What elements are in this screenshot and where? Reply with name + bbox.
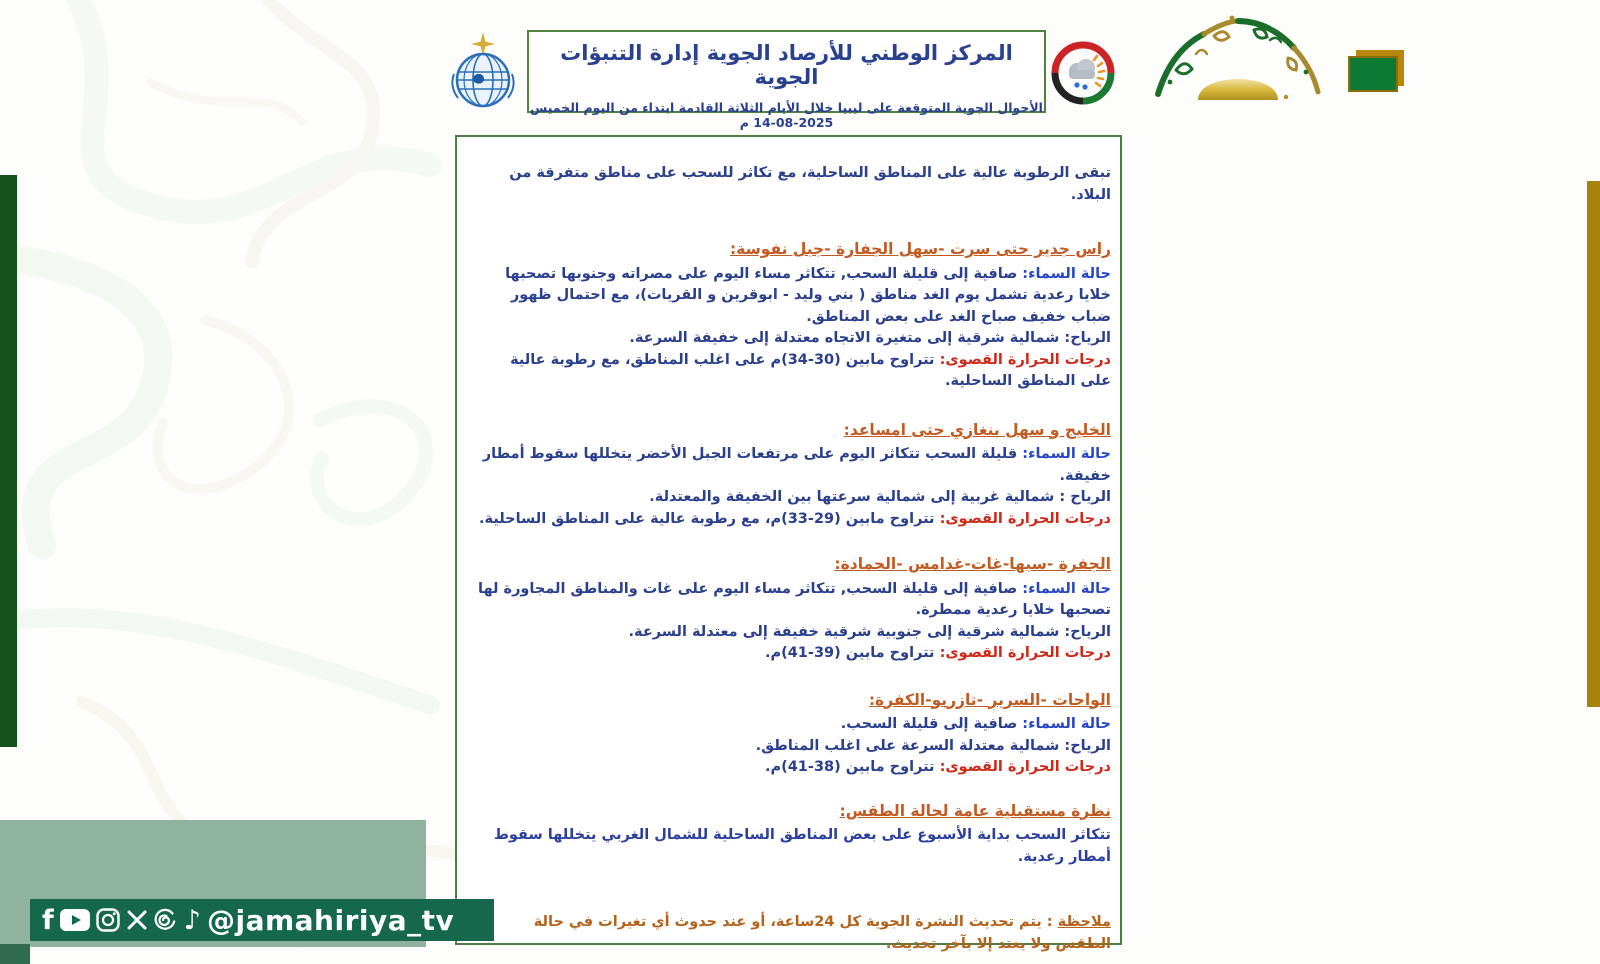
forecast-section-tripolitania [475,239,1111,393]
corner-accent [0,944,30,964]
sky-condition-line: حالة السماء: صافية إلى قليلة السحب, تتكاثر مساء اليوم على غات والمناطق المجاورة لها تصحبها خلايا رعدية ممطرة. [478,580,1111,618]
x-icon [126,909,148,931]
left-green-bar [0,175,17,747]
outlook-section [475,801,1111,869]
forecast-department-logo [1050,40,1116,106]
sky-label: حالة السماء: [1022,265,1111,282]
forecast-section-gulf-benghazi [475,420,1111,531]
green-flag-icon [1348,53,1406,95]
temperature-line: درجات الحرارة القصوى: تتراوح مابين (30-34)م على اغلب المناطق، مع رطوبة عالية على المناطق الساحلية. [510,351,1111,389]
sky-label: حالة السماء: [1022,580,1111,597]
temperature-label: درجات الحرارة القصوى: [939,351,1111,368]
sky-label: حالة السماء: [1022,446,1111,462]
update-note: ملاحظة : يتم تحديث النشرة الجوية كل 24ساعة، أو عند حدوث أي تغيرات في حالة الطقس ولا يعتد إلا بآخر تحديث. [533,914,1111,952]
instagram-icon [96,908,120,932]
wind-line: الرياح : شمالية غربية إلى شمالية سرعتها بين الخفيفة والمعتدلة. [649,489,1111,505]
note-label: ملاحظة [1057,914,1111,930]
outlook-text: تتكاثر السحب بداية الأسبوع على بعض المناطق الساحلية للشمال الغربي يتخللها سقوط أمطار رعدية. [493,827,1111,865]
sky-label: حالة السماء: [1022,716,1111,732]
intro-paragraph: تبقى الرطوبة عالية على المناطق الساحلية، مع تكاثر للسحب على مناطق متفرقة من البلاد. [509,165,1111,203]
facebook-icon: f [42,904,54,936]
temperature-label: درجات الحرارة القصوى: [939,645,1111,661]
right-gold-bar [1587,181,1600,707]
temperature-line: درجات الحرارة القصوى: تتراوح مابين (38-41)م. [764,759,1111,775]
section-heading: الخليج و سهل بنغازي حتى امساعد: [843,420,1111,439]
threads-icon [154,908,178,932]
wind-line: الرياح: شمالية شرقية إلى جنوبية شرقية خفيفة إلى معتدلة السرعة. [628,623,1111,640]
tv-channel-logo [1136,10,1340,112]
forecast-section-jufra-sabha [475,554,1111,665]
wmo-logo [446,32,520,112]
sky-condition-line: حالة السماء: قليلة السحب تتكاثر اليوم على مرتفعات الجبل الأخضر يتخللها سقوط أمطار خفيفة. [482,446,1111,484]
sky-condition-line: حالة السماء: صافية إلى قليلة السحب. [840,716,1111,732]
temperature-label: درجات الحرارة القصوى: [939,510,1111,527]
social-media-bar [30,899,494,941]
sky-condition-line: حالة السماء: صافية إلى قليلة السحب, تتكاثر مساء اليوم على مصراته وجنوبها تصحبها خلايا رعدية تشمل يوم الغد مناطق ( بني وليد - ابوقرين و القريات)، مع احتمال ظهور ضباب خفيف صباح الغد على بعض المناطق. [505,265,1111,325]
temperature-line: درجات الحرارة القصوى: تتراوح مابين (39-41)م. [764,645,1111,661]
section-heading: راس جدير حتى سرت -سهل الجفارة -جبل نفوسة: [729,240,1111,258]
temperature-label: درجات الحرارة القصوى: [939,759,1111,775]
youtube-icon [60,909,90,931]
bulletin-header [527,30,1046,130]
flag-green-layer [1348,56,1398,92]
page-subtitle: الأحوال الجوية المتوقعة على ليبيا خلال الأيام الثلاثة القادمة ابتداء من اليوم الخميس 2025-08-14 م [530,100,1043,130]
social-handle: @jamahiriya_tv [206,903,455,937]
section-heading: الجفرة -سبها-غات-غدامس -الحمادة: [834,555,1111,573]
wind-line: الرياح: شمالية معتدلة السرعة على اغلب المناطق. [755,737,1111,754]
page-title: المركز الوطني للأرصاد الجوية إدارة التنبؤات الجوية [560,41,1013,89]
weather-bulletin-page [455,135,1122,952]
temperature-line: درجات الحرارة القصوى: تتراوح مابين (29-33)م، مع رطوبة عالية على المناطق الساحلية. [479,510,1111,527]
forecast-section-oases-kufra [475,690,1111,779]
section-heading: الواحات -السرير -تازربو-الكفرة: [868,690,1111,709]
tiktok-icon: ♪ [183,904,201,936]
outlook-heading: نظرة مستقبلية عامة لحالة الطقس: [839,801,1111,820]
wind-line: الرياح: شمالية شرقية إلى متغيرة الاتجاه معتدلة إلى خفيفة السرعة. [629,330,1111,346]
